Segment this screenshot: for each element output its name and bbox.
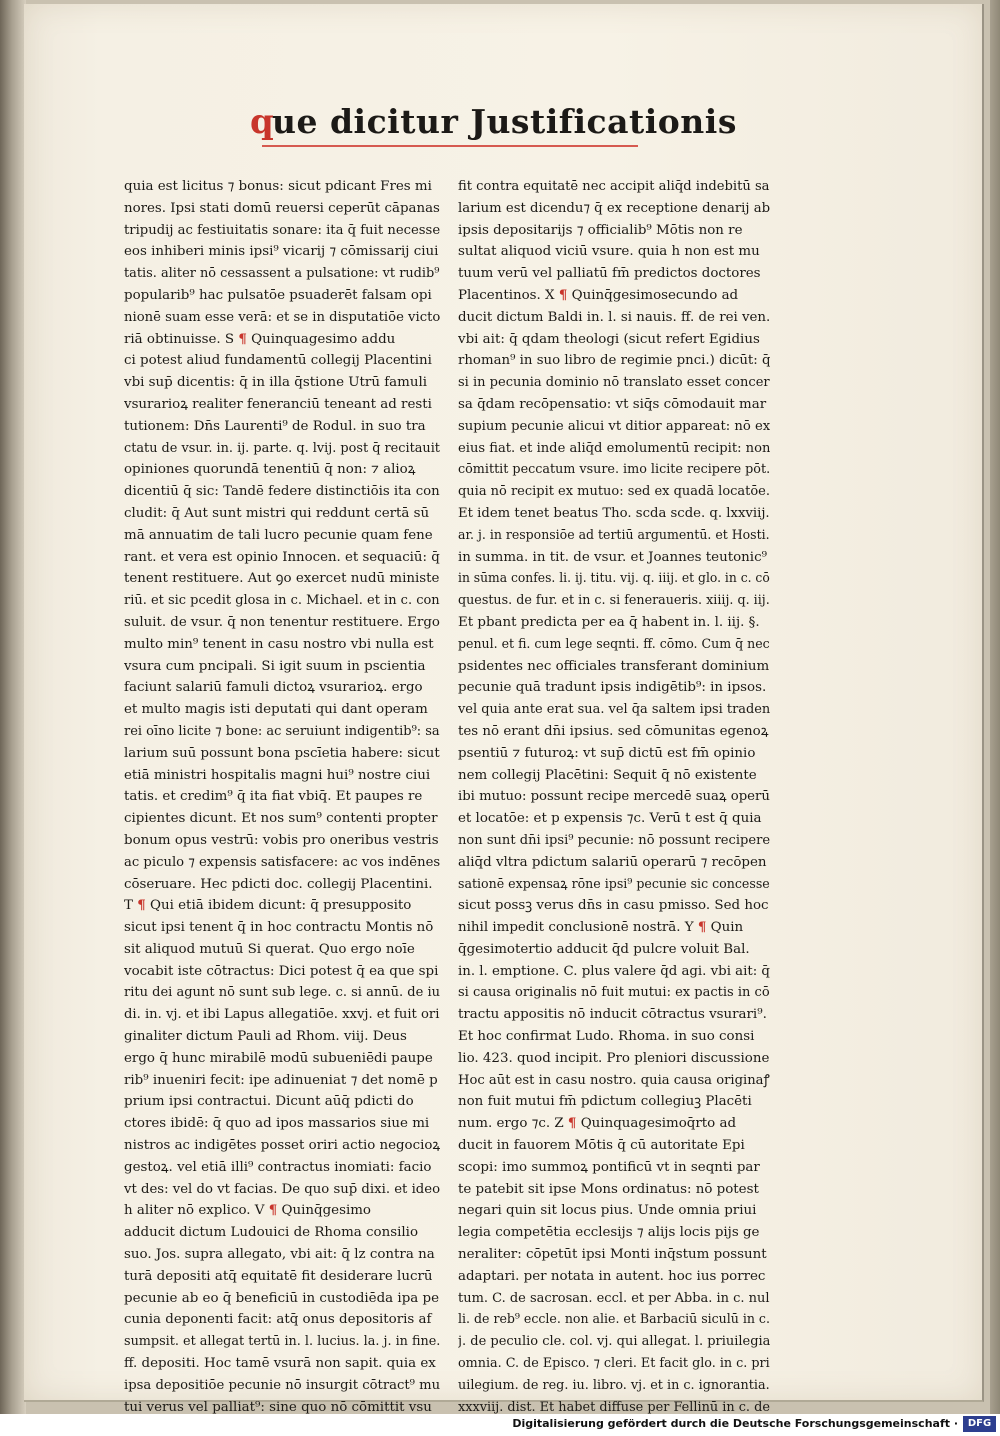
text-line: pecunie ab eo q̄ beneficiū in custodiēda ipa pe xyxy=(124,1290,440,1306)
text-line: cunia deponenti facit: atq̄ onus depositoris af xyxy=(124,1312,432,1328)
text-line: tes nō erant dn̄i ipsius. sed cōmunitas egenoꝝ xyxy=(458,723,769,739)
text-line: nionē suam esse verā: et se in disputatiōe victo xyxy=(124,309,440,325)
text-line: ibi mutuo: possunt recipe mercedē suaꝝ operū xyxy=(458,789,770,805)
text-line: etiā ministri hospitalis magni hui⁹ nostre ciui xyxy=(124,767,431,783)
text-line: sicut ipsi tenent q̄ in hoc contractu Montis nō xyxy=(124,920,434,936)
text-line: vocabit iste cōtractus: Dici potest q̄ ea que spi xyxy=(124,963,439,979)
paragraph-mark: ¶ xyxy=(567,1115,577,1132)
text-line: penul. et fi. cum lege seqnti. ff. cōmo. Cum q̄ nec xyxy=(458,636,770,652)
paragraph-mark: ¶ xyxy=(137,897,146,914)
text-line: dicentiū q̄ sic: Tandē federe distinctiōis ita con xyxy=(124,484,440,500)
text-line: bonum opus vestrū: vobis pro oneribus vestris xyxy=(124,832,439,848)
text-line: ducit dictum Baldi in. l. si nauis. ff. de rei ven. xyxy=(458,309,770,325)
header-red-rule xyxy=(262,145,638,147)
text-line: tui verus vel palliat⁹: sine quo nō cōmittit vsu xyxy=(124,1399,432,1414)
text-line: adaptari. per notata in autent. hoc ius porrec xyxy=(458,1268,766,1284)
text-line: fit contra equitatē nec accipit aliq̄d indebitū sa xyxy=(458,179,770,194)
text-line: pecunie quā tradunt ipsis indigētib⁹: in ipsos. xyxy=(458,680,767,696)
text-line: tatis. aliter nō cessassent a pulsatione: vt rudib⁹ xyxy=(124,266,440,282)
text-line: vbi ait: q̄ qdam theologi (sicut refert Egidius xyxy=(458,331,760,347)
text-line: ar. j. in responsiōe ad tertiū argumentū. et Hosti. xyxy=(458,527,770,543)
text-line: Et idem tenet beatus Tho. scda scde. q. lxxviij. xyxy=(458,505,770,521)
text-line: omnia. C. de Episco. ⁊ cleri. Et facit glo. in c. pri xyxy=(458,1356,770,1372)
text-line: riā obtinuisse. S ¶ Quinquagesimo addu xyxy=(124,330,396,347)
text-line: faciunt salariū famuli dictoꝝ vsurarioꝝ. ergo xyxy=(124,680,423,696)
text-line: sumpsit. et allegat tertū in. l. lucius. la. j. in fine. xyxy=(124,1334,440,1350)
text-line: scopi: imo summoꝝ pontificū vt in seqnti par xyxy=(458,1159,760,1175)
text-line: psidentes nec officiales transferant dominium xyxy=(458,658,770,674)
text-line: tractu appositis nō inducit cōtractus vsurari⁹. xyxy=(458,1007,767,1023)
text-line: Et pbant predicta per ea q̄ habent in. l. iij. §. xyxy=(458,614,760,630)
text-line: num. ergo ⁊c. Z ¶ Quinquagesimoq̄rto ad xyxy=(458,1115,737,1132)
text-line: ritu dei agunt nō sunt sub lege. c. si annū. de iu xyxy=(124,985,440,1001)
text-line: ctores ibidē: q̄ quo ad ipos massarios siue mi xyxy=(124,1116,430,1132)
text-line: sultat aliquod viciū vsure. quia h non est mu xyxy=(458,244,760,260)
text-line: li. de reb⁹ eccle. non alie. et Barbaciū siculū in c. xyxy=(458,1312,770,1328)
dfg-logo: DFG xyxy=(963,1416,996,1432)
text-line: tatis. et credim⁹ q̄ ita fiat vbiq̄. Et paupes re xyxy=(124,789,423,805)
text-line: questus. de fur. et in c. si feneraueris. xiiij. q. iij. xyxy=(458,593,770,609)
text-line: neraliter: cōpetūt ipsi Monti inq̄stum possunt xyxy=(458,1247,767,1263)
text-line: suluit. de vsur. q̄ non tenentur restituere. Ergo xyxy=(124,614,440,630)
text-line: ff. depositi. Hoc tamē vsurā non sapit. quia ex xyxy=(124,1356,436,1372)
text-line: Placentinos. X ¶ Quinq̄gesimosecundo ad xyxy=(458,286,739,303)
text-line: rhoman⁹ in suo libro de regimie pnci.) dicūt: q̄ xyxy=(458,353,770,369)
text-line: nores. Ipsi stati domū reuersi ceperūt cāpanas xyxy=(124,200,440,216)
text-line: in sūma confes. li. ij. titu. vij. q. iiij. et glo. in c. cō xyxy=(458,571,770,587)
text-line: non sunt dn̄i ipsi⁹ pecunie: nō possunt recipere xyxy=(458,832,770,848)
text-line: di. in. vj. et ibi Lapus allegatiōe. xxvj. et fuit ori xyxy=(124,1007,440,1023)
text-line: gestoꝝ. vel etiā illi⁹ contractus inomiati: facio xyxy=(124,1159,432,1175)
text-line: te patebit sit ipse Mons ordinatus: nō potest xyxy=(458,1181,759,1197)
text-line: ducit in fauorem Mōtis q̄ cū autoritate Epi xyxy=(458,1138,745,1154)
paragraph-mark: ¶ xyxy=(697,919,707,936)
text-line: rant. et vera est opinio Innocen. et sequaciū: q̄ xyxy=(124,549,440,565)
text-line: eos inhiberi minis ipsi⁹ vicarij ⁊ cōmissarij ciui xyxy=(124,244,439,260)
text-line: j. de peculio cle. col. vj. qui allegat. l. priuilegia xyxy=(458,1334,770,1350)
text-line: vt des: vel do vt facias. De quo sup̄ dixi. et ideo xyxy=(124,1181,440,1197)
text-line: suo. Jos. supra allegato, vbi ait: q̄ lz contra na xyxy=(124,1247,435,1263)
text-line: ac piculo ⁊ expensis satisfacere: ac vos indēnes xyxy=(124,854,440,870)
text-line: tuum verū vel palliatū fm̄ predictos doctores xyxy=(458,266,761,282)
text-line: Hoc aūt est in casu nostro. quia causa originaꝭ xyxy=(458,1072,770,1088)
paragraph-mark: ¶ xyxy=(558,286,568,303)
text-line: larium suū possunt bona pscīetia habere: sicut xyxy=(124,745,440,761)
text-line: q̄gesimotertio adducit q̄d pulcre voluit Bal. xyxy=(458,941,750,957)
text-line: si causa originalis nō fuit mutui: ex pactis in cō xyxy=(458,985,770,1001)
text-line: riū. et sic pcedit glosa in c. Michael. et in c. con xyxy=(124,593,440,609)
text-line: adducit dictum Ludouici de Rhoma consilio xyxy=(124,1225,419,1241)
text-line: mā annuatim de tali lucro pecunie quam fene xyxy=(124,527,433,543)
text-line: larium est dicendu⁊ q̄ ex receptione denarij ab xyxy=(458,200,770,216)
text-line: lio. 423. quod incipit. Pro pleniori discussione xyxy=(458,1050,770,1066)
text-line: multo min⁹ tenent in casu nostro vbi nulla est xyxy=(124,636,434,652)
text-line: ctatu de vsur. in. ij. parte. q. lvij. post q̄ recitauit xyxy=(124,440,440,456)
text-line: vbi sup̄ dicentis: q̄ in illa q̄stione Utrū famuli xyxy=(124,375,428,391)
text-line: tutionem: Dn̄s Laurenti⁹ de Rodul. in suo tra xyxy=(124,418,426,434)
text-line: quia est licitus ⁊ bonus: sicut pdicant Fres mi xyxy=(124,179,432,194)
text-line: T ¶ Qui etiā ibidem dicunt: q̄ presupposito xyxy=(124,897,412,914)
text-column-right xyxy=(458,176,770,1414)
paragraph-mark: ¶ xyxy=(268,1202,278,1219)
footer-credit: Digitalisierung gefördert durch die Deutsche Forschungsgemeinschaft · xyxy=(512,1417,958,1430)
text-line: Et hoc confirmat Ludo. Rhoma. in suo consi xyxy=(458,1029,755,1045)
text-line: rei oīno licite ⁊ bone: ac seruiunt indigentib⁹: sa xyxy=(124,723,440,739)
text-line: eius fiat. et inde aliq̄d emolumentū recipit: non xyxy=(458,440,770,456)
text-line: rib⁹ inueniri fecit: ipe adinueniat ⁊ det nomē p xyxy=(124,1072,438,1088)
text-line: xxxviij. dist. Et habet diffuse per Fellinū in c. de xyxy=(458,1399,770,1414)
text-line: ipsis depositarijs ⁊ officialib⁹ Mōtis non re xyxy=(458,222,743,238)
text-line: nihil impedit conclusionē nostrā. Y ¶ Quin xyxy=(458,919,744,936)
text-line: cludit: q̄ Aut sunt mistri qui reddunt certā sū xyxy=(124,505,430,521)
text-line: popularib⁹ hac pulsatōe psuaderēt falsam opi xyxy=(124,287,432,303)
text-line: cōseruare. Hec pdicti doc. collegij Placentini. xyxy=(124,876,433,892)
text-line: cipientes dicunt. Et nos sum⁹ contenti propter xyxy=(124,811,438,827)
text-line: uilegium. de reg. iu. libro. vj. et in c. ignorantia. xyxy=(458,1377,770,1393)
text-line: ci potest aliud fundamentū collegij Placentini xyxy=(124,353,432,369)
text-line: psentiū ⁊ futuroꝝ: vt sup̄ dictū est fm̄ opinio xyxy=(458,745,756,761)
text-line: vsurarioꝝ realiter feneranciū teneant ad resti xyxy=(124,396,432,412)
text-line: negari quin sit locus pius. Unde omnia priui xyxy=(458,1203,757,1219)
text-line: opiniones quorundā tenentiū q̄ non: ⁊ alioꝝ xyxy=(124,462,416,478)
text-line: sit aliquod mutuū Si querat. Quo ergo noīe xyxy=(124,941,415,957)
text-line: sicut possꝫ verus dn̄s in casu pmisso. Sed hoc xyxy=(458,898,769,914)
text-line: et locatōe: et p expensis ⁊c. Verū t est q̄ quia xyxy=(458,811,762,827)
text-line: nistros ac indigētes posset oriri actio negocioꝝ xyxy=(124,1138,440,1154)
text-line: ginaliter dictum Pauli ad Rhom. viij. Deus xyxy=(124,1029,407,1045)
text-line: nem collegij Placētini: Sequit q̄ nō existente xyxy=(458,767,757,783)
text-line: in summa. in tit. de vsur. et Joannes teutonic⁹ xyxy=(458,549,767,565)
text-line: sationē expensaꝝ rōne ipsi⁹ pecunie sic concesse xyxy=(458,876,770,892)
text-column-left xyxy=(124,176,440,1414)
binding-gutter xyxy=(0,0,26,1414)
text-line: aliq̄d vltra pdictum salariū operarū ⁊ recōpen xyxy=(458,854,767,870)
header-red-initial: q xyxy=(250,102,274,142)
header-title: ue dicitur Justificationis xyxy=(272,102,737,141)
text-line: et multo magis isti deputati qui dant operam xyxy=(124,702,428,718)
paragraph-mark: ¶ xyxy=(238,330,247,347)
text-line: quia nō recipit ex mutuo: sed ex quadā locatōe. xyxy=(458,484,770,500)
text-line: cōmittit peccatum vsure. imo licite recipere pōt. xyxy=(458,462,770,478)
text-line: legia competētia ecclesijs ⁊ alijs locis pijs ge xyxy=(458,1225,760,1241)
text-line: in. l. emptione. C. plus valere q̄d agi. vbi ait: q̄ xyxy=(458,963,770,979)
text-line: ergo q̄ hunc mirabilē modū subueniēdi paupe xyxy=(124,1050,433,1066)
text-line: vel quia ante erat sua. vel q̄a saltem ipsi traden xyxy=(458,702,770,718)
text-line: tenent restituere. Aut ꝯo exercet nudū ministe xyxy=(124,571,440,587)
text-line: tum. C. de sacrosan. eccl. et per Abba. in c. nul xyxy=(458,1290,770,1306)
text-line: supium pecunie alicui vt ditior appareat: nō ex xyxy=(458,418,770,434)
text-line: sa q̄dam recōpensatio: vt siq̄s cōmodauit mar xyxy=(458,396,767,412)
text-line: si in pecunia dominio nō translato esset concer xyxy=(458,375,770,391)
text-line: non fuit mutui fm̄ pdictum collegiuꝫ Placēti xyxy=(458,1094,752,1110)
text-line: h aliter nō explico. V ¶ Quinq̄gesimo xyxy=(124,1202,371,1219)
text-line: vsura cum pncipali. Si igit suum in pscientia xyxy=(124,658,426,674)
text-line: tripudij ac festiuitatis sonare: ita q̄ fuit necesse xyxy=(124,222,440,238)
page-edge xyxy=(990,0,1000,1414)
text-line: ipsa depositiōe pecunie nō insurgit cōtract⁹ mu xyxy=(124,1377,440,1393)
text-line: turā depositi atq̄ equitatē fit desiderare lucrū xyxy=(124,1268,433,1284)
text-line: prium ipsi contractui. Dicunt aūq̄ pdicti do xyxy=(124,1094,414,1110)
